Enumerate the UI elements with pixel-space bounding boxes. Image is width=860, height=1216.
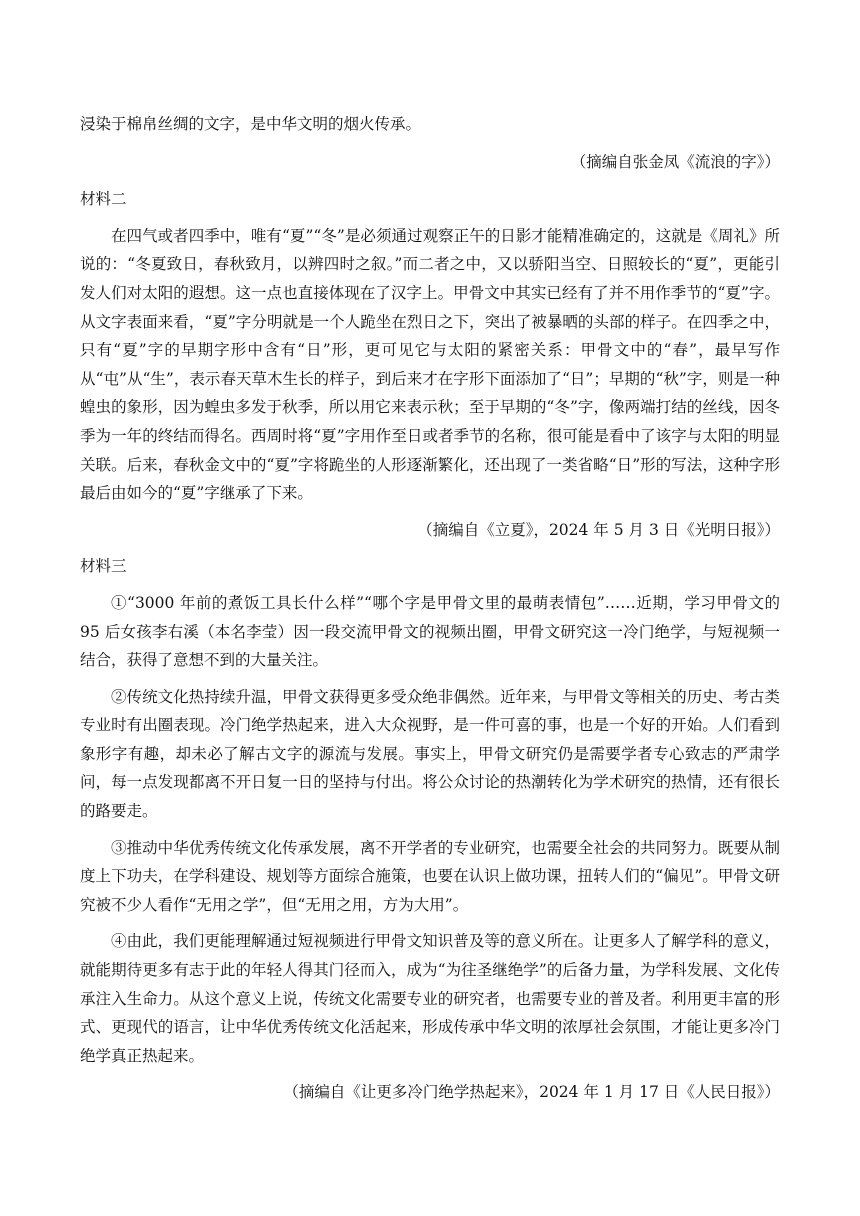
source-citation-2: （摘编自《立夏》，2024 年 5 月 3 日《光明日报》） [417, 520, 780, 539]
material-3-paragraph-1: ①“3000 年前的煮饭工具长什么样”“哪个字是甲骨文里的最萌表情包”……近期，学习甲骨文的 95 后女孩李右溪（本名李莹）因一段交流甲骨文的视频出圈，甲骨文研究这一冷门绝学，与短视频一结合，获得了意想不到的大量关注。 [80, 593, 780, 670]
material-3-paragraph-3: ③推动中华优秀传统文化传承发展，离不开学者的专业研究，也需要全社会的共同努力。既要从制度上下功夫，在学科建设、规划等方面综合施策，也要在认识上做功课，扭转人们的“偏见”。甲骨文研究被不少人看作“无用之学”，但“无用之用，方为大用”。 [80, 838, 780, 914]
material-3-heading: 材料三 [80, 557, 127, 576]
source-citation-3: （摘编自《让更多冷门绝学热起来》，2024 年 1 月 17 日《人民日报》） [283, 1083, 780, 1102]
material-2-paragraph: 在四气或者四季中，唯有“夏”“冬”是必须通过观察正午的日影才能精准确定的，这就是《周礼》所说的：“冬夏致日，春秋致月，以辨四时之叙。”而二者之中，又以骄阳当空、日照较长的“夏”，更能引发人们对太阳的遐想。这一点也直接体现在了汉字上。甲骨文中其实已经有了并不用作季节的“夏”字。从文字表面来看，“夏”字分明就是一个人跪坐在烈日之下，突出了被暴晒的头部的样子。在四季之中，只有“夏”字的早期字形中含有“日”形，更可见它与太阳的紧密关系：甲骨文中的“春”，最早写作从“屯”从“生”，表示春天草木生长的样子，到后来才在字形下面添加了“日”；早期的“秋”字，则是一种蝗虫的象形，因为蝗虫多发于秋季，所以用它来表示秋；至于早期的“冬”字，像两端打结的丝线，因冬季为一年的终结而得名。西周时将“夏”字用作至日或者季节的名称，很可能是看中了该字与太阳的明显关联。后来，春秋金文中的“夏”字将跪坐的人形逐渐繁化，还出现了一类省略“日”形的写法，这种字形最后由如今的“夏”字继承了下来。 [80, 226, 780, 503]
intro-line: 浸染于棉帛丝绸的文字，是中华文明的烟火传承。 [80, 115, 422, 133]
material-3-paragraph-2: ②传统文化热持续升温，甲骨文获得更多受众绝非偶然。近年来，与甲骨文等相关的历史、考古类专业时有出圈表现。冷门绝学热起来，进入大众视野，是一件可喜的事，也是一个好的开始。人们看到象形字有趣，却未必了解古文字的源流与发展。事实上，甲骨文研究仍是需要学者专心致志的严肃学问，每一点发现都离不开日复一日的坚持与付出。将公众讨论的热潮转化为学术研究的热情，还有很长的路要走。 [80, 687, 780, 821]
source-citation-1: （摘编自张金凤《流浪的字》） [570, 152, 780, 171]
material-3-paragraph-4: ④由此，我们更能理解通过短视频进行甲骨文知识普及等的意义所在。让更多人了解学科的意义，就能期待更多有志于此的年轻人得其门径而入，成为“为往圣继绝学”的后备力量，为学科发展、文化传承注入生命力。从这个意义上说，传统文化需要专业的研究者，也需要专业的普及者。利用更丰富的形式、更现代的语言，让中华优秀传统文化活起来，形成传承中华文明的浓厚社会氛围，才能让更多冷门绝学真正热起来。 [80, 932, 780, 1065]
document-page [80, 110, 780, 1107]
material-2-heading: 材料二 [80, 190, 127, 209]
